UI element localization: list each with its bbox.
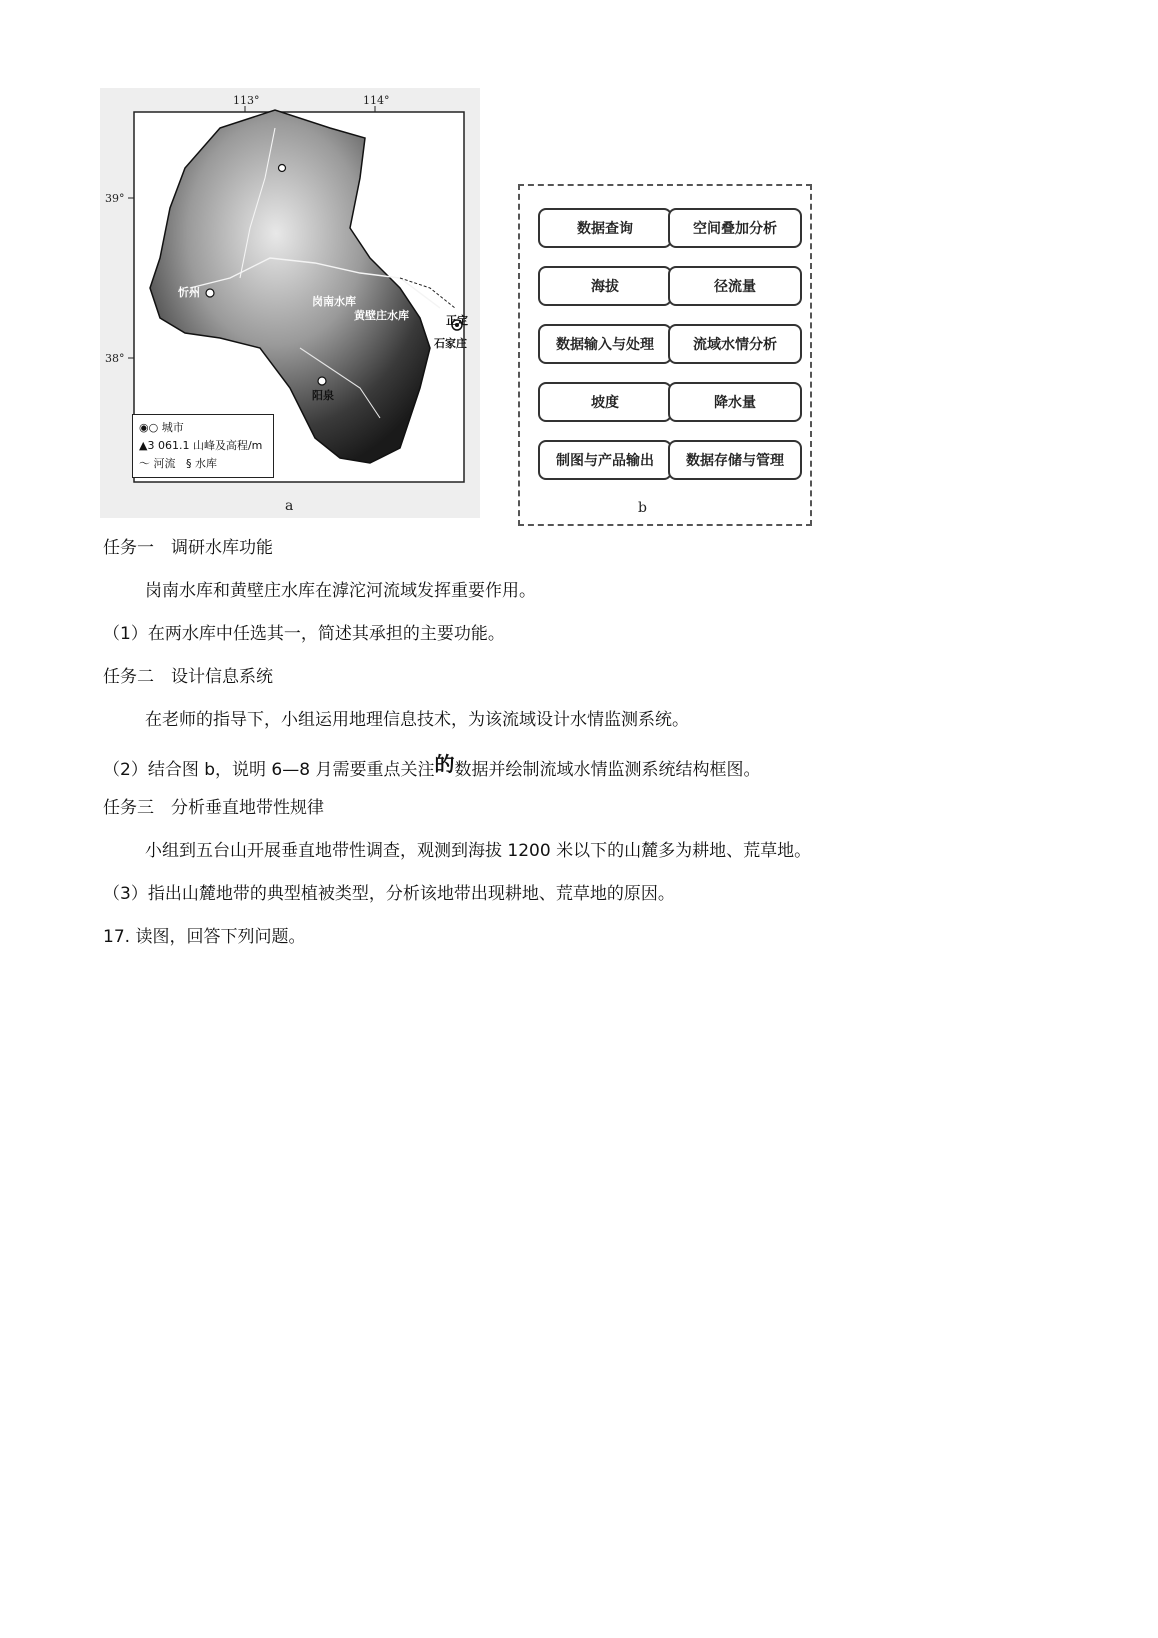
figure-a-map <box>100 88 480 548</box>
map-legend <box>132 414 274 478</box>
question-1: （1）在两水库中任选其一，简述其承担的主要功能。 <box>103 624 505 644</box>
peak-legend-icon: ▲ <box>139 439 148 452</box>
box-spatial-overlay: 空间叠加分析 <box>668 208 802 248</box>
lon-tick-113: 113° <box>233 94 260 107</box>
question-17: 17. 读图，回答下列问题。 <box>103 927 306 947</box>
question-3: （3）指出山麓地带的典型植被类型，分析该地带出现耕地、荒草地的原因。 <box>103 884 675 904</box>
lat-tick-39: 39° <box>105 192 125 205</box>
figure-a-caption: a <box>285 498 294 514</box>
legend-peak-label: 3 061.1 山峰及高程/m <box>147 439 263 452</box>
box-runoff: 径流量 <box>668 266 802 306</box>
box-basin-analysis: 流域水情分析 <box>668 324 802 364</box>
task2-body: 在老师的指导下，小组运用地理信息技术，为该流域设计水情监测系统。 <box>145 710 689 730</box>
place-label-shijiazhuang: 石家庄 <box>434 337 467 350</box>
box-slope: 坡度 <box>538 382 672 422</box>
task1-body: 岗南水库和黄壁庄水库在滹沱河流域发挥重要作用。 <box>145 581 536 601</box>
question-2-particle: 的 <box>434 752 455 776</box>
question-2-part-a: （2）结合图 b，说明 6—8 月需要重点关注 <box>103 760 435 780</box>
city-legend-icon: ◉○ <box>139 421 162 434</box>
task3-body: 小组到五台山开展垂直地带性调查，观测到海拔 1200 米以下的山麓多为耕地、荒草地。 <box>145 841 812 861</box>
place-label-xinzhou: 忻州 <box>178 286 200 299</box>
question-2 <box>103 752 760 781</box>
city-marker <box>279 165 286 172</box>
task1-title: 任务一 调研水库功能 <box>103 538 273 558</box>
box-precipitation: 降水量 <box>668 382 802 422</box>
box-data-storage: 数据存储与管理 <box>668 440 802 480</box>
place-label-zhengding: 正定 <box>446 314 468 327</box>
city-marker <box>206 289 214 297</box>
legend-reservoir-label: 水库 <box>195 457 217 470</box>
task2-title: 任务二 设计信息系统 <box>103 667 273 687</box>
figure-group <box>100 88 800 548</box>
box-elevation: 海拔 <box>538 266 672 306</box>
lat-tick-38: 38° <box>105 352 125 365</box>
box-data-query: 数据查询 <box>538 208 672 248</box>
place-label-yangquan: 阳泉 <box>312 389 334 402</box>
task3-title: 任务三 分析垂直地带性规律 <box>103 798 324 818</box>
city-marker <box>318 377 326 385</box>
figure-b-caption: b <box>638 500 647 516</box>
place-label-huangbizhuang-reservoir: 黄壁庄水库 <box>354 309 409 322</box>
box-data-input: 数据输入与处理 <box>538 324 672 364</box>
legend-city-label: 城市 <box>161 421 184 434</box>
river-legend-icon: 〜 <box>139 457 154 470</box>
figure-b-diagram <box>518 184 812 526</box>
box-mapping-output: 制图与产品输出 <box>538 440 672 480</box>
reservoir-legend-icon: § <box>179 457 195 470</box>
legend-river-label: 河流 <box>153 457 176 470</box>
question-2-part-b: 数据并绘制流域水情监测系统结构框图。 <box>454 760 761 780</box>
place-label-gangnan-reservoir: 岗南水库 <box>312 295 356 308</box>
lon-tick-114: 114° <box>363 94 390 107</box>
